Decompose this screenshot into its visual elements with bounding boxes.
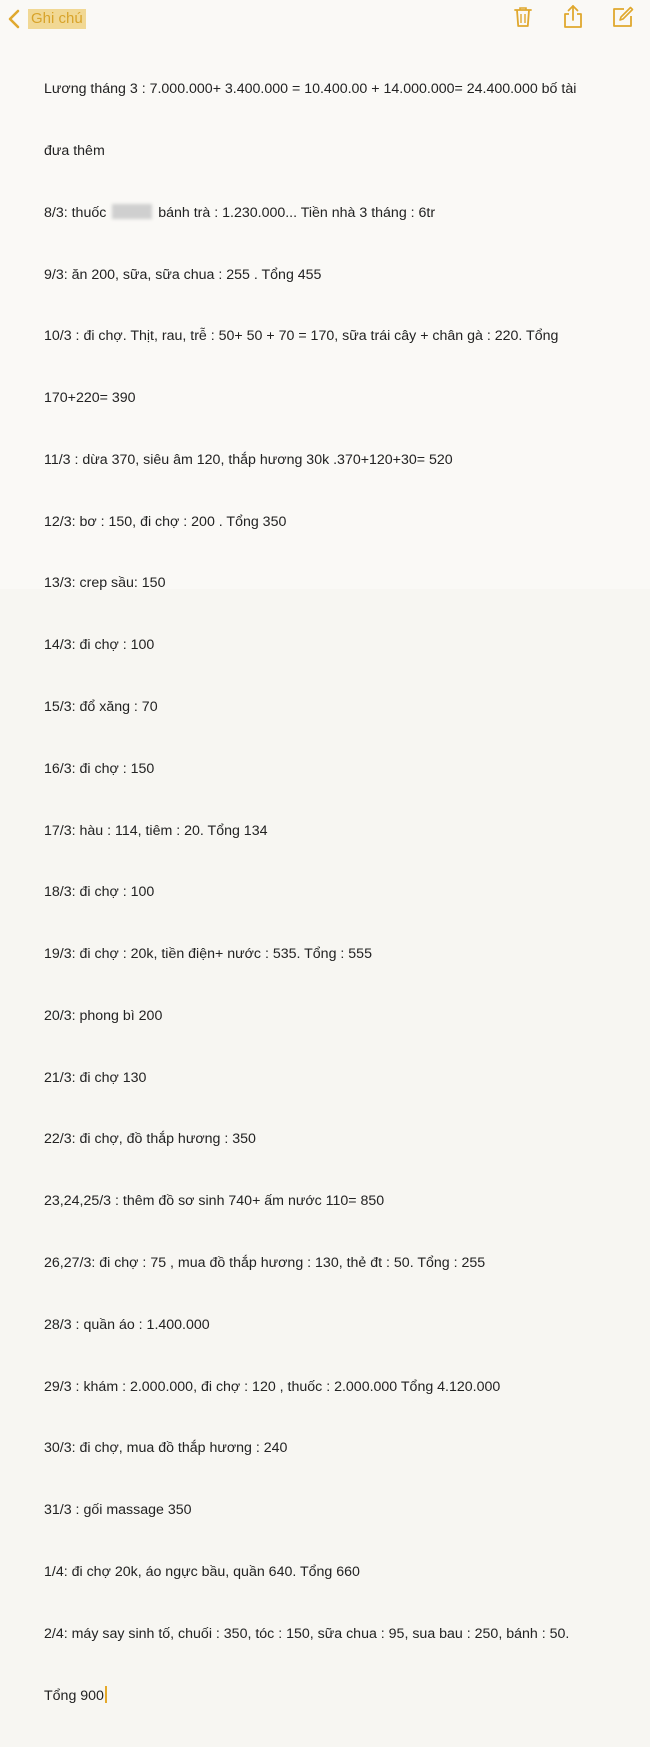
note-line: 29/3 : khám : 2.000.000, đi chợ : 120 , thuốc : 2.000.000 Tổng 4.120.000 bbox=[44, 1378, 501, 1395]
note-line bbox=[44, 1686, 640, 1707]
back-label: Ghi chú bbox=[28, 9, 86, 29]
note-line-text: bánh trà : 1.230.000... Tiền nhà 3 tháng : 6tr bbox=[158, 204, 436, 221]
note-line: 19/3: đi chợ : 20k, tiền điện+ nước : 535. Tổng : 555 bbox=[44, 946, 372, 963]
share-button[interactable] bbox=[560, 6, 586, 32]
note-line: 28/3 : quần áo : 1.400.000 bbox=[44, 1316, 210, 1333]
note-line: 31/3 : gối massage 350 bbox=[44, 1502, 192, 1519]
note-line: 20/3: phong bì 200 bbox=[44, 1007, 163, 1024]
note-line: 9/3: ăn 200, sữa, sữa chua : 255 . Tổng 455 bbox=[44, 266, 322, 283]
note-line-text: Tổng 900 bbox=[44, 1687, 104, 1704]
note-line: 1/4: đi chợ 20k, áo ngực bầu, quần 640. Tổng 660 bbox=[44, 1563, 360, 1580]
note-body[interactable] bbox=[44, 38, 640, 1747]
note-actions bbox=[510, 6, 636, 32]
delete-button[interactable] bbox=[510, 6, 536, 32]
trash-icon bbox=[513, 6, 533, 33]
chevron-left-icon bbox=[8, 9, 20, 29]
note-line: Lương tháng 3 : 7.000.000+ 3.400.000 = 10.400.00 + 14.000.000= 24.400.000 bố tài bbox=[44, 81, 577, 98]
back-button[interactable] bbox=[8, 8, 86, 30]
text-cursor bbox=[105, 1686, 107, 1703]
note-line: 13/3: crep sầu: 150 bbox=[44, 575, 166, 592]
note-line: 16/3: đi chợ : 150 bbox=[44, 760, 155, 777]
note-line: 30/3: đi chợ, mua đồ thắp hương : 240 bbox=[44, 1440, 288, 1457]
compose-icon bbox=[612, 6, 634, 33]
note-line: 18/3: đi chợ : 100 bbox=[44, 884, 155, 901]
note-line: 11/3 : dừa 370, siêu âm 120, thắp hương 30k .370+120+30= 520 bbox=[44, 451, 453, 468]
navigation-bar bbox=[0, 0, 650, 38]
note-line: 10/3 : đi chợ. Thịt, rau, trễ : 50+ 50 + 70 = 170, sữa trái cây + chân gà : 220. Tổng bbox=[44, 328, 559, 345]
note-line: 12/3: bơ : 150, đi chợ : 200 . Tổng 350 bbox=[44, 513, 287, 530]
note-line: 22/3: đi chợ, đồ thắp hương : 350 bbox=[44, 1131, 256, 1148]
redacted-blur bbox=[112, 204, 152, 219]
note-line: 26,27/3: đi chợ : 75 , mua đồ thắp hương : 130, thẻ đt : 50. Tổng : 255 bbox=[44, 1255, 486, 1272]
note-line: 21/3: đi chợ 130 bbox=[44, 1069, 147, 1086]
note-line: 17/3: hàu : 114, tiêm : 20. Tổng 134 bbox=[44, 822, 268, 839]
note-line-text: 8/3: thuốc bbox=[44, 204, 107, 221]
compose-button[interactable] bbox=[610, 6, 636, 32]
note-line bbox=[44, 203, 640, 224]
note-line: đưa thêm bbox=[44, 142, 105, 159]
note-line: 170+220= 390 bbox=[44, 390, 136, 407]
note-line: 14/3: đi chợ : 100 bbox=[44, 637, 155, 654]
note-line: 15/3: đổ xăng : 70 bbox=[44, 699, 158, 715]
share-icon bbox=[563, 5, 583, 34]
note-line: 2/4: máy say sinh tố, chuối : 350, tóc : 150, sữa chua : 95, sua bau : 250, bánh : 50. bbox=[44, 1625, 570, 1642]
note-line: 23,24,25/3 : thêm đồ sơ sinh 740+ ấm nước 110= 850 bbox=[44, 1193, 385, 1210]
